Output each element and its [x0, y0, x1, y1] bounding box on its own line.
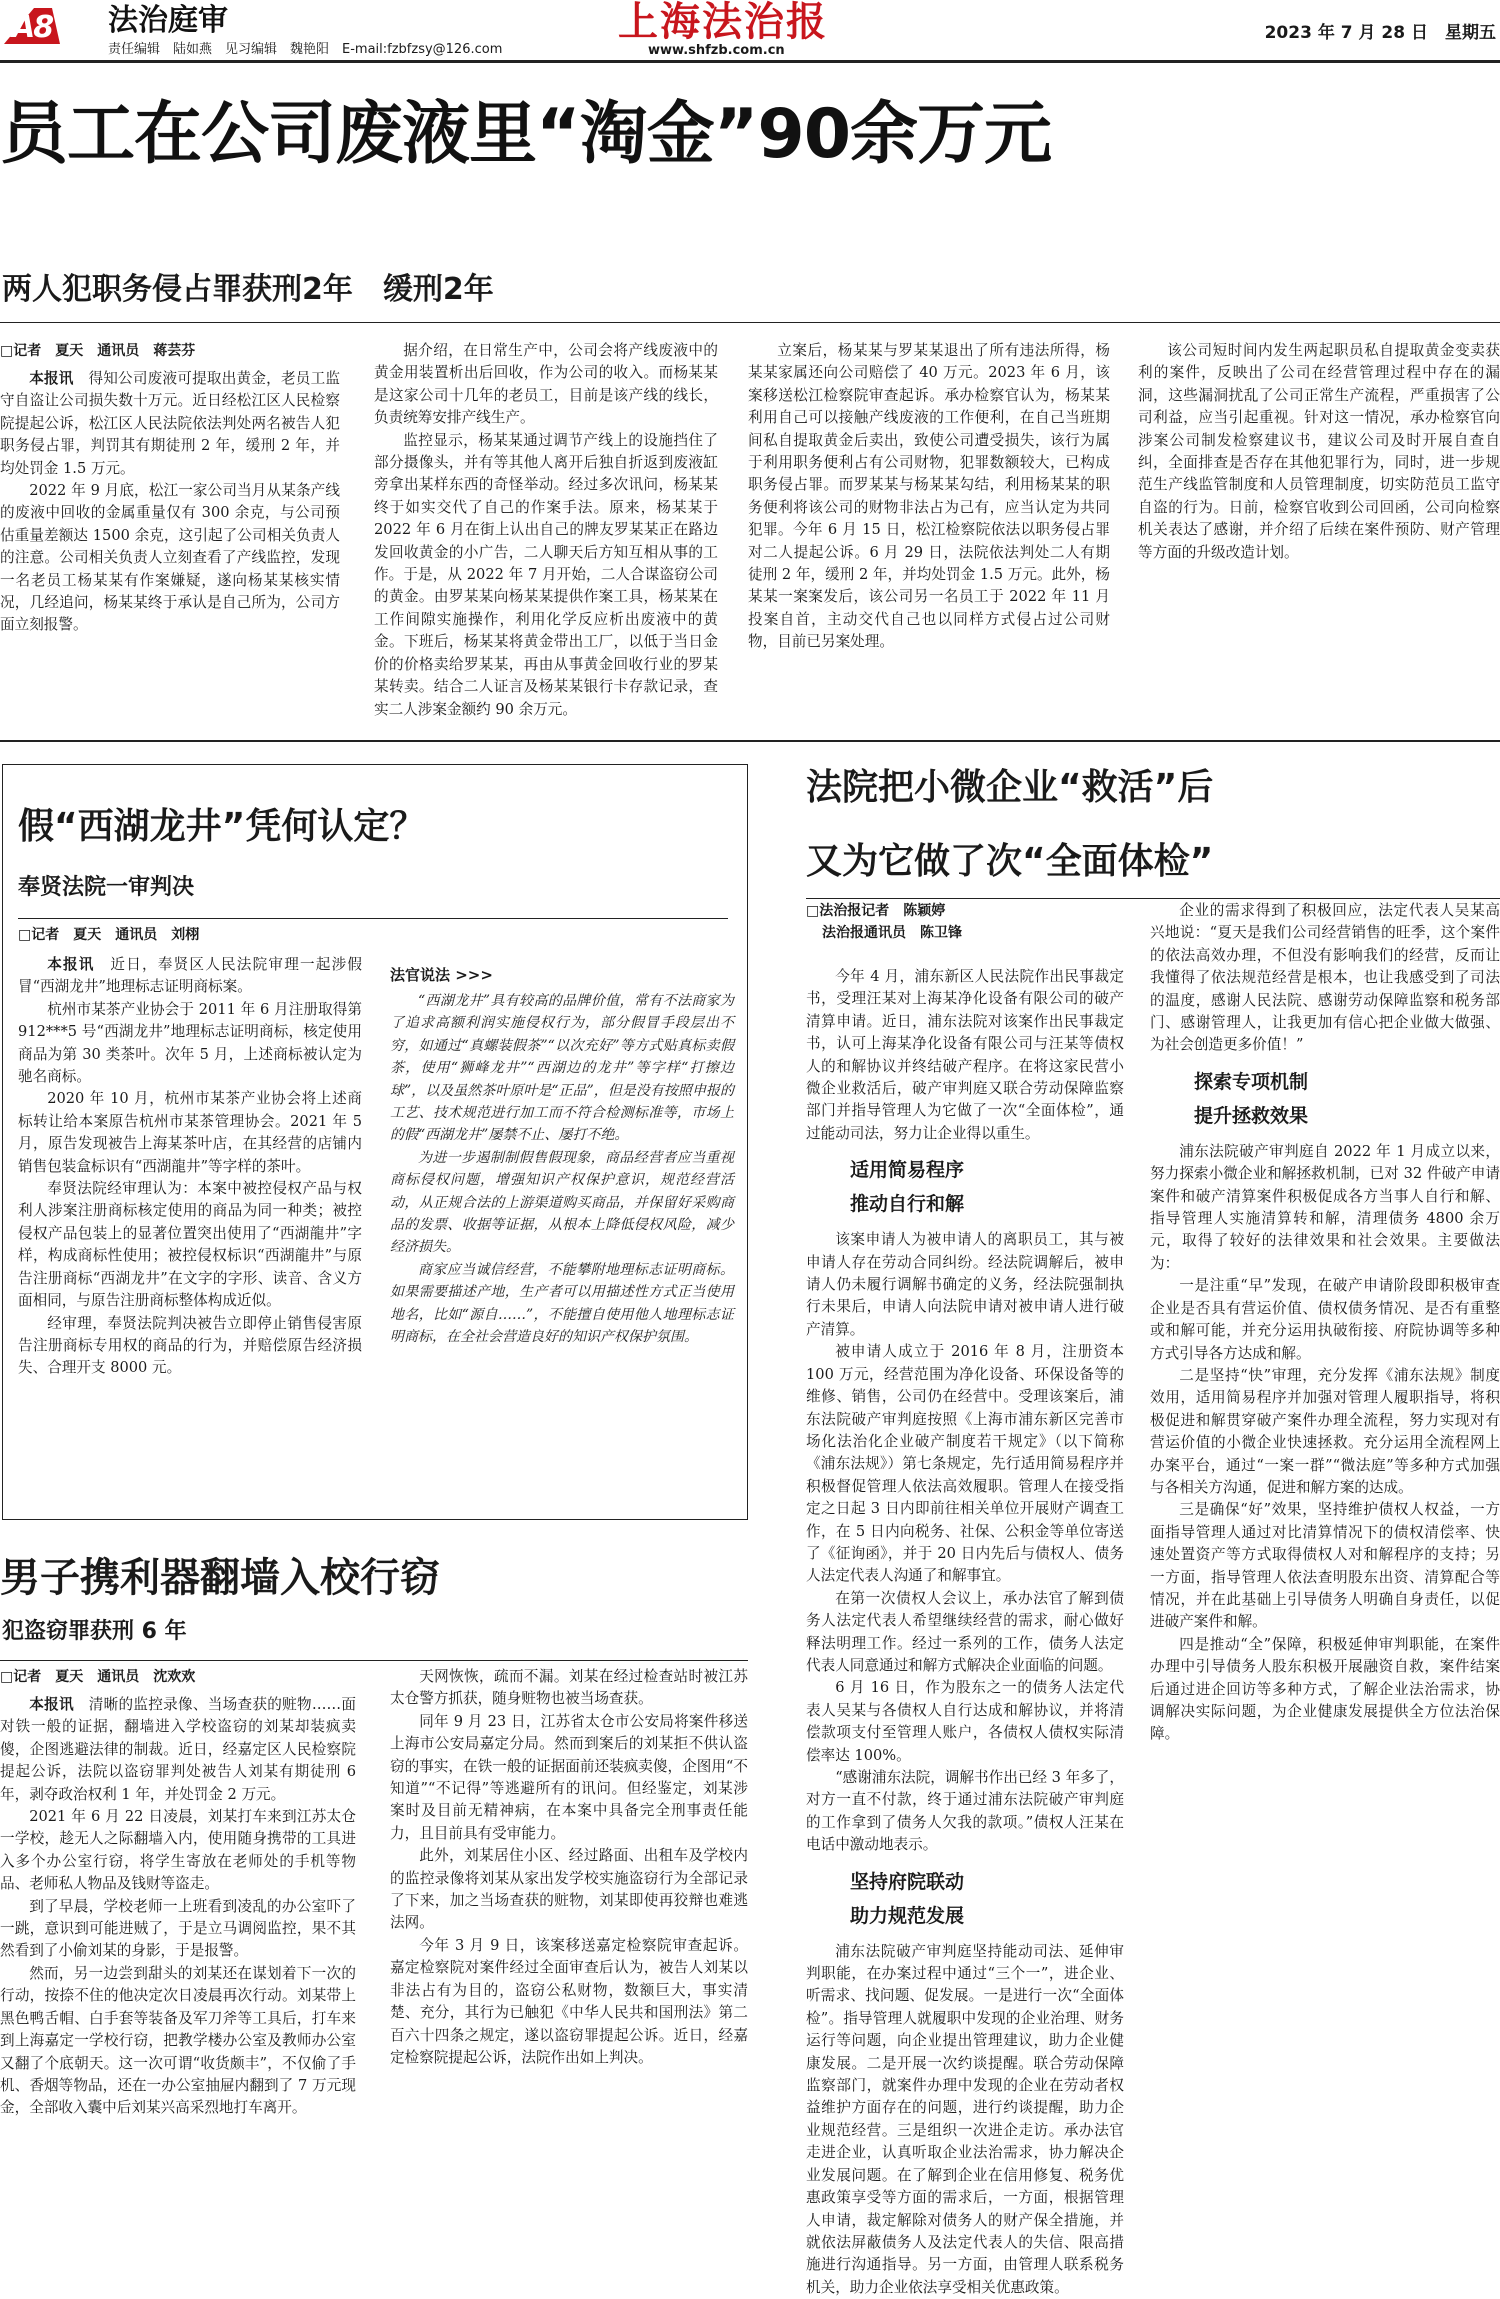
story2-headline: 假“西湖龙井”凭何认定？ — [18, 806, 426, 847]
judge-quote: 商家应当诚信经营，不能攀附地理标志证明商标。如果需要描述产地，生产者可以用描述性方式正当使用地名，比如“源自……”，不能擅自使用他人地理标志证明商标，在全社会营造良好的知识产权保护氛围。 — [390, 1261, 734, 1346]
story1-col3 — [748, 340, 1110, 720]
story2-subhead: 奉贤法院一审判决 — [18, 875, 195, 900]
story3-rule — [0, 1660, 748, 1661]
story2-col1 — [18, 954, 362, 1510]
story4-rule — [806, 898, 1500, 899]
story4-headline-line1: 法院把小微企业“救活”后 — [806, 767, 1214, 808]
story3-col1 — [0, 1666, 356, 2226]
story4-section1-line2: 推动自行和解 — [850, 1193, 965, 1216]
story1-subhead: 两人犯职务侵占罪获刑2年 缓刑2年 — [2, 272, 494, 307]
story4-para: 该案申请人为被申请人的离职员工，其与被申请人存在劳动合同纠纷。经法院调解后，被申请人仍未履行调解书确定的义务，经法院强制执行未果后，申请人向法院申请对被申请人进行破产清算。 — [806, 1231, 1124, 1338]
story2-para: 2020 年 10 月，杭州市某茶产业协会将上述商标转让给本案原告杭州市某茶管理协会。2021 年 5 月，原告发现被告上海某茶叶店，在其经营的店铺内销售包装盒标识有“西湖龍井”等字样的茶叶。 — [18, 1090, 362, 1175]
story1-bottom-rule — [0, 740, 1500, 742]
story4-para: 浦东法院破产审判庭坚持能动司法、延伸审判职能，在办案过程中通过“三个一”，进企业、听需求、找问题、促发展。一是进行一次“全面体检”。指导管理人就履职中发现的企业治理、财务运行等问题，向企业提出管理建议，助力企业健康发展。二是开展一次约谈提醒。联合劳动保障监察部门，就案件办理中发现的企业在劳动者权益维护方面存在的问题，进行约谈提醒，助力企业规范经营。三是组织一次进企走访。承办法官走进企业，认真听取企业法治需求，协力解决企业发展问题。在了解到企业在信用修复、税务优惠政策享受等方面的需求后，一方面，根据管理人申请，裁定解除对债务人的财产保全措施，并就依法屏蔽债务人及法定代表人的失信、限高措施进行沟通指导。另一方面，由管理人联系税务机关，助力企业依法享受相关优惠政策。 — [806, 1942, 1124, 2296]
story4-byline-2: 法治报通讯员 陈卫锋 — [822, 925, 962, 941]
story4-byline-1: □法治报记者 陈颖婷 — [806, 903, 946, 919]
story3-para: 同年 9 月 23 日，江苏省太仓市公安局将案件移送上海市公安局嘉定分局。然而到案后的刘某拒不供认盗窃的事实，在铁一般的证据面前还装疯卖傻，企图用“不知道”“不记得”等逃避所有的讯问。但经鉴定，刘某涉案时及目前无精神病，在本案中具备完全刑事责任能力，且目前具有受审能力。 — [390, 1712, 748, 1842]
story4-section2-line1: 坚持府院联动 — [850, 1870, 965, 1893]
story1-subhead-rule — [0, 322, 1500, 323]
story4-col1 — [806, 900, 1124, 2296]
story4-section3-line2: 提升拯救效果 — [1194, 1104, 1309, 1127]
story1-body — [0, 340, 1500, 730]
story4-para: 三是确保“好”效果，坚持维护债权人权益，一方面指导管理人通过对比清算情况下的债权清偿率、快速处置资产等方式取得债权人对和解程序的支持；另一方面，指导管理人依法查明股东出资、清算配合等情况，并在此基础上引导债务人明确自身责任，以促进破产案件和解。 — [1150, 1501, 1500, 1631]
story1-headline: 员工在公司废液里“淘金”90余万元 — [0, 95, 1052, 174]
story3-para: 2021 年 6 月 22 日凌晨，刘某打车来到江苏太仓一学校，趁无人之际翻墙入内，使用随身携带的工具进入多个办公室行窃，将学生寄放在老师处的手机等物品、老师私人物品及钱财等盗走。 — [0, 1808, 356, 1893]
story2-para: 杭州市某茶产业协会于 2011 年 6 月注册取得第 912***5 号“西湖龙井”地理标志证明商标，核定使用商品为第 30 类茶叶。次年 5 月，上述商标被认定为驰名商标。 — [18, 1000, 362, 1086]
story4-headline-line2: 又为它做了次“全面体检” — [806, 841, 1214, 882]
editors-line: 责任编辑 陆如燕 见习编辑 魏艳阳 E-mail:fzbfzsy@126.com — [108, 42, 503, 57]
story1-col2 — [374, 340, 718, 720]
story2-para: 奉贤法院经审理认为：本案中被控侵权产品与权利人涉案注册商标核定使用的商品为同一种类；被控侵权产品包装上的显著位置突出使用了“西湖龍井”字样，构成商标性使用；被控侵权标识“西湖龍井”与原告注册商标“西湖龙井”在文字的字形、读音、含义方面相同，与原告注册商标整体构成近似。 — [18, 1180, 362, 1310]
story3-para: 今年 3 月 9 日，该案移送嘉定检察院审查起诉。嘉定检察院对案件经过全面审查后认为，被告人刘某以非法占有为目的，盗窃公私财物，数额巨大，事实清楚、充分，其行为已触犯《中华人民共和国刑法》第二百六十四条之规定，遂以盗窃罪提起公诉。近日，经嘉定检察院提起公诉，法院作出如上判决。 — [390, 1936, 748, 2066]
story3-para: 本报讯 清晰的监控录像、当场查获的赃物……面对铁一般的证据，翻墙进入学校盗窃的刘某却装疯卖傻，企图逃避法律的制裁。近日，经嘉定区人民检察院提起公诉，法院以盗窃罪判处被告人刘某有期徒刑 6 年，剥夺政治权利 1 年，并处罚金 2 万元。 — [0, 1696, 356, 1803]
website: www.shfzb.com.cn — [648, 43, 785, 58]
story1-para: 据介绍，在日常生产中，公司会将产线废液中的黄金用装置析出后回收，作为公司的收入。而杨某某是这家公司十几年的老员工，目前是该产线的线长，负责统筹安排产线生产。 — [374, 342, 718, 427]
story4-para: 浦东法院破产审判庭自 2022 年 1 月成立以来，努力探索小微企业和解拯救机制，已对 32 件破产申请案件和破产清算案件积极促成各方当事人自行和解、指导管理人实施清算转和解，清理债务 4800 余万元，取得了较好的法律效果和社会效果。主要做法为： — [1150, 1142, 1500, 1272]
story1-para: 2022 年 9 月底，松江一家公司当月从某条产线的废液中回收的金属重量仅有 300 余克，与公司预估重量差额达 1500 余克，这引起了公司相关负责人的注意。公司相关负责人立刻查看了产线监控，发现一名老员工杨某某有作案嫌疑，遂向杨某某核实情况，几经追问，杨某某终于承认是自己所为，公司方面立刻报警。 — [0, 482, 340, 634]
story3-byline: □记者 夏天 通讯员 沈欢欢 — [0, 1669, 196, 1685]
story4-para: 6 月 16 日，作为股东之一的债务人法定代表人吴某与各债权人自行达成和解协议，并将清偿款项支付至管理人账户，各债权人债权实际清偿率达 100%。 — [806, 1679, 1124, 1764]
page-number: A8 — [12, 10, 53, 45]
story4-section1-line1: 适用简易程序 — [850, 1159, 965, 1182]
story2-para: 经审理，奉贤法院判决被告立即停止销售侵害原告注册商标专用权的商品的行为，并赔偿原告经济损失、合理开支 8000 元。 — [18, 1314, 362, 1377]
story4-para: 被申请人成立于 2016 年 8 月，注册资本 100 万元，经营范围为净化设备、环保设备等的维修、销售，公司仍在经营中。受理该案后，浦东法院破产审判庭按照《上海市浦东新区完善市场化法治化企业破产制度若干规定》（以下简称《浦东法规》）第七条规定，先行适用简易程序并积极督促管理人依法高效履职。管理人在接受指定之日起 3 日内即前往相关单位开展财产调查工作，在 5 日内向税务、社保、公积金等单位寄送了《征询函》，并于 20 日内先后与债权人、债务人法定代表人沟通了和解事宜。 — [806, 1343, 1124, 1585]
story2-col2 — [390, 930, 734, 1510]
story4-para: 在第一次债权人会议上，承办法官了解到债务人法定代表人希望继续经营的需求，耐心做好释法明理工作。经过一系列的工作，债务人法定代表人同意通过和解方式解决企业面临的问题。 — [806, 1589, 1124, 1674]
story3-subhead: 犯盗窃罪获刑 6 年 — [2, 1619, 187, 1644]
story4-para: “感谢浦东法院，调解书作出已经 3 年多了，对方一直不付款，终于通过浦东法院破产审判庭的工作拿到了债务人欠我的款项。”债权人汪某在电话中激动地表示。 — [806, 1769, 1124, 1854]
story4-col2 — [1150, 900, 1500, 2226]
story1-col1 — [0, 340, 340, 720]
story4-para: 二是坚持“快”审理，充分发挥《浦东法规》制度效用，适用简易程序并加强对管理人履职指导，将积极促进和解贯穿破产案件办理全流程，努力实现对有营运价值的小微企业快速拯救。充分运用全流程网上办案平台，通过“一案一群”“微法庭”等多种方式加强与各相关方沟通，促进和解方案的达成。 — [1150, 1366, 1500, 1496]
story1-para: 立案后，杨某某与罗某某退出了所有违法所得，杨某某家属还向公司赔偿了 40 万元。2023 年 6 月，该案移送松江检察院审查起诉。承办检察官认为，杨某某利用自己可以接触产线废液的工作便利，在自己当班期间私自提取黄金后卖出，致使公司遭受损失，该行为属于利用职务便利占有公司财物，犯罪数额较大，已构成职务侵占罪。而罗某某与杨某某勾结，利用杨某某的职务便利将该公司的财物非法占为己有，应当认定为共同犯罪。今年 6 月 15 日，松江检察院依法以职务侵占罪对二人提起公诉。6 月 29 日，法院依法判处二人有期徒刑 2 年，缓刑 2 年，并均处罚金 1.5 万元。此外，杨某某一案案发后，该公司另一名员工于 2022 年 11 月投案自首，主动交代自己也以同样方式侵占过公司财物，目前已另案处理。 — [748, 342, 1110, 651]
story3-headline: 男子携利器翻墙入校行窃 — [0, 1555, 440, 1601]
story3-para: 然而，另一边尝到甜头的刘某还在谋划着下一次的行动，按捺不住的他决定次日凌晨再次行动。刘某带上黑色鸭舌帽、白手套等装备及军刀斧等工具后，打车来到上海嘉定一学校行窃，把教学楼办公室及教师办公室又翻了个底朝天。这一次可谓“收货颇丰”，不仅偷了手机、香烟等物品，还在一办公室抽屉内翻到了 7 万元现金，全部收入囊中后刘某兴高采烈地打车离开。 — [0, 1964, 356, 2117]
story4-para: 一是注重“早”发现，在破产申请阶段即积极审查企业是否具有营运价值、债权债务情况、是否有重整或和解可能，并充分运用执破衔接、府院协调等多种方式引导各方达成和解。 — [1150, 1277, 1500, 1362]
judge-quote: 为进一步遏制制假售假现象，商品经营者应当重视商标侵权问题，增强知识产权保护意识，规范经营活动，从正规合法的上游渠道购买商品，并保留好采购商品的发票、收据等证据，从根本上降低侵权风险，减少经济损失。 — [390, 1149, 734, 1256]
story4-para: 今年 4 月，浦东新区人民法院作出民事裁定书，受理汪某对上海某净化设备有限公司的破产清算申请。近日，浦东法院对该案作出民事裁定书，认可上海某净化设备有限公司与汪某等债权人的和解协议并终结破产程序。在将这家民营小微企业救活后，破产审判庭又联合劳动保障监察部门并指导管理人为它做了一次“全面体检”，通过能动司法，努力让企业得以重生。 — [806, 968, 1124, 1142]
header-rule — [0, 60, 1500, 63]
story1-byline: □记者 夏天 通讯员 蒋芸芬 — [0, 343, 196, 359]
story2-para: 本报讯 近日，奉贤区人民法院审理一起涉假冒“西湖龙井”地理标志证明商标案。 — [18, 956, 362, 996]
masthead: 上海法治报 — [618, 0, 828, 45]
page-header — [0, 0, 1500, 56]
story4-para: 四是推动“全”保障，积极延伸审判职能，在案件办理中引导债务人股东积极开展融资自救，案件结案后通过进企回访等多种方式，了解企业法治需求，协调解决实际问题，为企业健康发展提供全方位法治保障。 — [1150, 1635, 1500, 1743]
story2-byline-rule — [18, 918, 728, 919]
judge-quote: “西湖龙井”具有较高的品牌价值，常有不法商家为了追求高额利润实施侵权行为，部分假冒手段层出不穷，如通过“真螺装假茶”“以次充好”等方式贴真标卖假茶，使用“狮峰龙井”“西湖边的龙井”等字样“打擦边球”，以及虽然茶叶原叶是“正品”，但是没有按照申报的工艺、技术规范进行加工而不符合检测标准等，市场上的假“西湖龙井”屡禁不止、屡打不绝。 — [390, 993, 734, 1144]
story1-lead: 本报讯 — [29, 370, 74, 387]
story2-lead: 本报讯 — [47, 956, 95, 973]
story2-byline: □记者 夏天 通讯员 刘栩 — [18, 927, 200, 943]
story1-para: 该公司短时间内发生两起职员私自提取黄金变卖获利的案件，反映出了公司在经营管理过程中存在的漏洞，这些漏洞扰乱了公司正常生产流程，严重损害了公司利益，应当引起重视。针对这一情况，承办检察官向涉案公司制发检察建议书，建议公司及时开展自查自纠，全面排查是否存在其他犯罪行为，同时，进一步规范生产线监管制度和人员管理制度，切实防范员工监守自盗的行为。日前，检察官收到公司回函，公司向检察机关表达了感谢，并介绍了后续在案件预防、财产管理等方面的升级改造计划。 — [1138, 342, 1500, 561]
judge-says-title: 法官说法 >>> — [390, 966, 493, 984]
story3-para: 天网恢恢，疏而不漏。刘某在经过检查站时被江苏太仓警方抓获，随身赃物也被当场查获。 — [390, 1668, 748, 1708]
story1-para: 监控显示，杨某某通过调节产线上的设施挡住了部分摄像头，并有等其他人离开后独自折返到废液缸旁拿出某样东西的奇怪举动。经过多次讯问，杨某某终于如实交代了自己的作案手法。原来，杨某某于 2022 年 6 月在街上认出自己的牌友罗某某正在路边发回收黄金的小广告，二人聊天后方知互相从事的工作。于是，从 2022 年 7 月开始，二人合谋盗窃公司的黄金。由罗某某向杨某某提供作案工具，杨某某在工作间隙实施操作，利用化学反应析出废液中的黄金。下班后，杨某某将黄金带出工厂，以低于当日金价的价格卖给罗某某，再由从事黄金回收行业的罗某某转卖。结合二人证言及杨某某银行卡存款记录，查实二人涉案金额约 90 余万元。 — [374, 431, 718, 718]
page-badge — [0, 4, 72, 48]
story4-section3-line1: 探索专项机制 — [1194, 1070, 1309, 1093]
story4-para: 企业的需求得到了积极回应，法定代表人吴某高兴地说：“夏天是我们公司经营销售的旺季，这个案件的依法高效办理，不但没有影响我们的经营，反而让我懂得了依法规范经营是根本，也让我感受到了司法的温度，感谢人民法院、感谢劳动保障监察和税务部门、感谢管理人，让我更加有信心把企业做大做强、为社会创造更多价值！” — [1150, 902, 1500, 1054]
section-name: 法治庭审 — [108, 3, 228, 38]
story3-para: 到了早晨，学校老师一上班看到凌乱的办公室吓了一跳，意识到可能进贼了，于是立马调阅监控，果不其然看到了小偷刘某的身影，于是报警。 — [0, 1897, 356, 1960]
story4-section2-line2: 助力规范发展 — [850, 1904, 965, 1927]
story1-para: 本报讯 得知公司废液可提取出黄金，老员工监守自盗让公司损失数十万元。近日经松江区人民检察院提起公诉，松江区人民法院依法判处两名被告人犯职务侵占罪，判罚其有期徒刑 2 年，缓刑 2 年，并均处罚金 1.5 万元。 — [0, 370, 340, 477]
story1-col4 — [1138, 340, 1500, 720]
story3-lead: 本报讯 — [29, 1696, 74, 1713]
issue-date: 2023 年 7 月 28 日 星期五 — [1264, 23, 1496, 43]
story3-para: 此外，刘某居住小区、经过路面、出租车及学校内的监控录像将刘某从家出发学校实施盗窃行为全部记录了下来，加之当场查获的赃物，刘某即使再狡辩也难逃法网。 — [390, 1847, 748, 1932]
story3-col2 — [390, 1666, 748, 2226]
